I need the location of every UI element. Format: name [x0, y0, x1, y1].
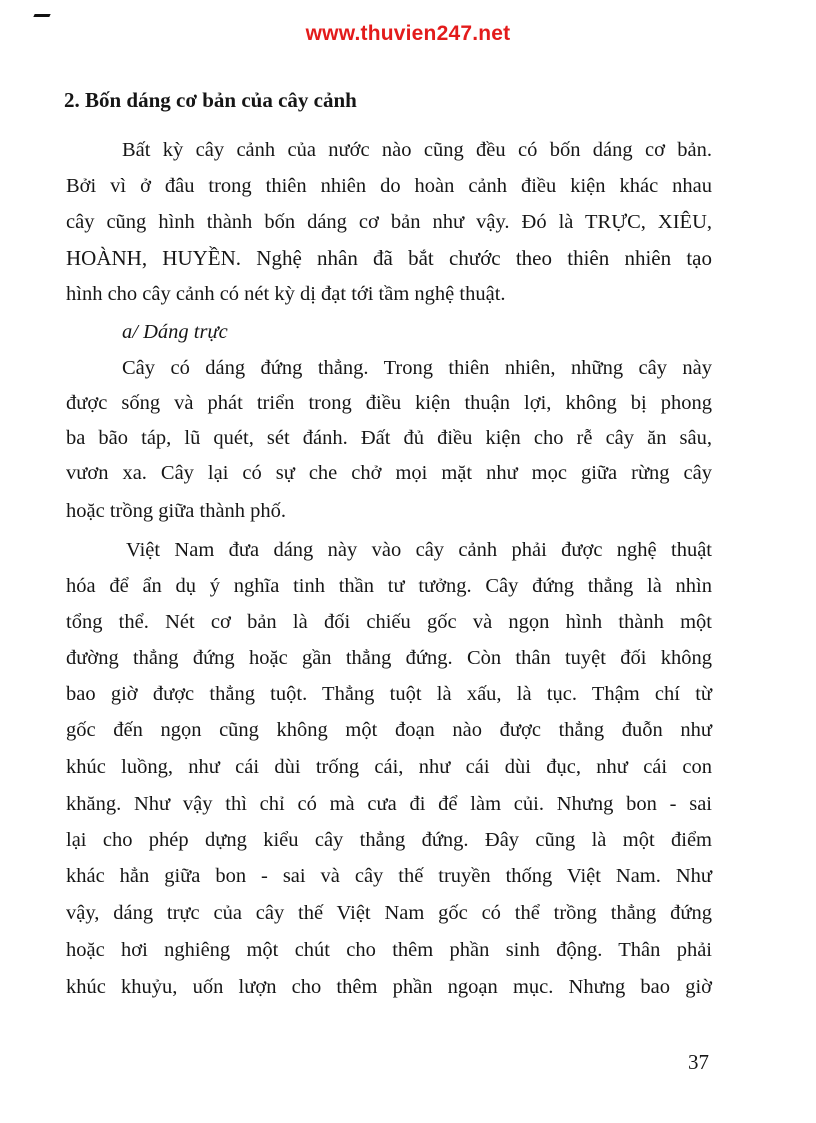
page-number: 37	[688, 1050, 709, 1074]
paragraph-line: hóa để ẩn dụ ý nghĩa tinh thần tư tưởng. Cây đứng thẳng là nhìn	[66, 575, 712, 597]
paragraph-line: Việt Nam đưa dáng này vào cây cảnh phải được nghệ thuật	[126, 539, 712, 561]
paragraph-line: tổng thể. Nét cơ bản là đối chiếu gốc và ngọn hình thành một	[66, 611, 712, 633]
paragraph-line: đường thẳng đứng hoặc gần thẳng đứng. Còn thân tuyệt đối không	[66, 647, 712, 669]
paragraph-line: lại cho phép dựng kiểu cây thẳng đứng. Đây cũng là một điểm	[66, 829, 712, 851]
paragraph-line: vươn xa. Cây lại có sự che chở mọi mặt như mọc giữa rừng cây	[66, 462, 712, 484]
intro-line: Bởi vì ở đâu trong thiên nhiên do hoàn cảnh điều kiện khác nhau	[66, 175, 712, 197]
paragraph-line: hoặc hơi nghiêng một chút cho thêm phần sinh động. Thân phải	[66, 939, 712, 961]
intro-line: hình cho cây cảnh có nét kỳ dị đạt tới tầm nghệ thuật.	[66, 283, 506, 305]
paragraph-line: khúc luồng, như cái dùi trống cái, như cái dùi đục, như cái con	[66, 756, 712, 778]
intro-line: cây cũng hình thành bốn dáng cơ bản như vậy. Đó là TRỰC, XIÊU,	[66, 211, 712, 233]
paragraph-line: vậy, dáng trực của cây thế Việt Nam gốc có thể trồng thẳng đứng	[66, 902, 712, 924]
paragraph-line: khác hẳn giữa bon - sai và cây thế truyền thống Việt Nam. Như	[66, 865, 712, 887]
paragraph-line: được sống và phát triển trong điều kiện thuận lợi, không bị phong	[66, 392, 712, 414]
paragraph-line: khúc khuỷu, uốn lượn cho thêm phần ngoạn mục. Nhưng bao giờ	[66, 976, 712, 998]
corner-scan-mark	[33, 14, 50, 17]
paragraph-line: Cây có dáng đứng thẳng. Trong thiên nhiên, những cây này	[122, 357, 712, 379]
paragraph-line: hoặc trồng giữa thành phố.	[66, 500, 287, 522]
subheading: a/ Dáng trực	[122, 321, 228, 343]
site-url[interactable]: www.thuvien247.net	[305, 22, 511, 45]
paragraph-line: khăng. Như vậy thì chỉ có mà cưa đi để làm củi. Nhưng bon - sai	[66, 793, 712, 815]
paragraph-line: bao giờ được thẳng tuột. Thẳng tuột là xấu, là tục. Thậm chí từ	[66, 683, 712, 705]
intro-line: HOÀNH, HUYỀN. Nghệ nhân đã bắt chước theo thiên nhiên tạo	[66, 246, 712, 270]
paragraph-line: ba bão táp, lũ quét, sét đánh. Đất đủ điều kiện cho rễ cây ăn sâu,	[66, 427, 712, 449]
intro-line: Bất kỳ cây cảnh của nước nào cũng đều có bốn dáng cơ bản.	[122, 139, 712, 161]
paragraph-line: gốc đến ngọn cũng không một đoạn nào được thẳng đuỗn như	[66, 719, 712, 741]
section-heading: 2. Bốn dáng cơ bản của cây cảnh	[64, 88, 357, 112]
